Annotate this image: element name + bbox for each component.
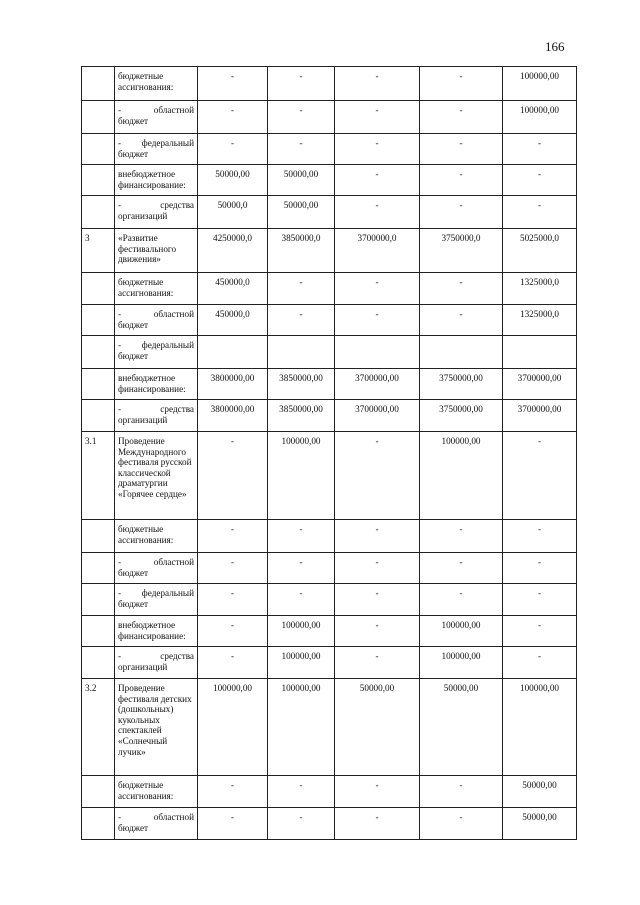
value-cell: - xyxy=(420,101,503,134)
value-cell: 450000,0 xyxy=(198,305,268,336)
row-number xyxy=(82,101,115,134)
value-cell: - xyxy=(268,584,335,616)
table-row xyxy=(82,776,577,808)
row-name-text: - областной бюджет xyxy=(118,557,194,578)
value-cell: 100000,00 xyxy=(503,679,577,776)
value-cell: - xyxy=(335,67,420,101)
value-cell: 100000,00 xyxy=(268,616,335,647)
row-name xyxy=(115,134,198,165)
row-number xyxy=(82,776,115,808)
row-name-text: бюджетные ассигнования: xyxy=(118,524,174,545)
value-cell: - xyxy=(198,616,268,647)
table-row xyxy=(82,553,577,584)
budget-table-body xyxy=(82,67,577,840)
row-name xyxy=(115,196,198,229)
value-cell: 50000,00 xyxy=(335,679,420,776)
row-name xyxy=(115,520,198,553)
value-cell: - xyxy=(420,553,503,584)
value-cell: - xyxy=(198,520,268,553)
row-name xyxy=(115,165,198,196)
row-name-text: бюджетные ассигнования: xyxy=(118,780,174,801)
value-cell: 4250000,0 xyxy=(198,229,268,273)
row-name-text: - федеральный бюджет xyxy=(118,138,194,159)
value-cell: 50000,00 xyxy=(420,679,503,776)
table-row xyxy=(82,808,577,840)
value-cell: 3750000,00 xyxy=(420,400,503,432)
value-cell: - xyxy=(198,647,268,679)
value-cell: - xyxy=(268,305,335,336)
value-cell: - xyxy=(503,165,577,196)
value-cell: - xyxy=(420,165,503,196)
value-cell: - xyxy=(335,616,420,647)
row-name-text: Проведение фестиваля детских (дошкольных) кукольных спектаклей «Солнечный лучик» xyxy=(118,683,192,757)
table-row xyxy=(82,165,577,196)
row-name-text: внебюджетное финансирование: xyxy=(118,169,186,190)
row-number xyxy=(82,273,115,305)
row-number: 3 xyxy=(82,229,115,273)
value-cell: 50000,00 xyxy=(268,196,335,229)
row-name xyxy=(115,369,198,400)
value-cell: 5025000,0 xyxy=(503,229,577,273)
value-cell: - xyxy=(198,134,268,165)
row-name-text: «Развитие фестивального движения» xyxy=(118,233,177,265)
row-name-text: бюджетные ассигнования: xyxy=(118,277,174,298)
value-cell: - xyxy=(420,67,503,101)
value-cell: - xyxy=(503,553,577,584)
row-name-text: Проведение Международного фестиваля русской классической драматургии «Горячее сердце» xyxy=(118,436,192,499)
value-cell: 100000,00 xyxy=(268,432,335,520)
table-row xyxy=(82,196,577,229)
value-cell: - xyxy=(198,808,268,840)
value-cell: - xyxy=(198,584,268,616)
row-name-text: - федеральный бюджет xyxy=(118,588,194,609)
row-name-text: - областной бюджет xyxy=(118,105,194,126)
value-cell: - xyxy=(198,553,268,584)
value-cell: 100000,00 xyxy=(420,647,503,679)
value-cell: - xyxy=(268,67,335,101)
row-name-text: - федеральный бюджет xyxy=(118,340,194,361)
row-number xyxy=(82,369,115,400)
value-cell: - xyxy=(335,584,420,616)
row-name xyxy=(115,67,198,101)
value-cell: 3850000,00 xyxy=(268,369,335,400)
value-cell: - xyxy=(335,520,420,553)
value-cell: - xyxy=(420,520,503,553)
value-cell: 3750000,00 xyxy=(420,369,503,400)
table-row xyxy=(82,229,577,273)
row-name-text: бюджетные ассигнования: xyxy=(118,71,174,92)
value-cell: 3800000,00 xyxy=(198,400,268,432)
value-cell: - xyxy=(268,520,335,553)
value-cell: - xyxy=(198,432,268,520)
row-number xyxy=(82,520,115,553)
row-name xyxy=(115,273,198,305)
row-number xyxy=(82,553,115,584)
value-cell: - xyxy=(268,808,335,840)
table-row xyxy=(82,616,577,647)
row-name xyxy=(115,432,198,520)
row-number xyxy=(82,165,115,196)
value-cell: - xyxy=(420,134,503,165)
row-name xyxy=(115,808,198,840)
value-cell: - xyxy=(198,776,268,808)
table-row xyxy=(82,336,577,369)
value-cell: - xyxy=(420,196,503,229)
value-cell: - xyxy=(503,432,577,520)
row-name-text: - средства организаций xyxy=(118,404,194,425)
row-number xyxy=(82,584,115,616)
row-number xyxy=(82,808,115,840)
value-cell: 3800000,00 xyxy=(198,369,268,400)
value-cell: - xyxy=(503,616,577,647)
value-cell: - xyxy=(335,432,420,520)
row-number xyxy=(82,616,115,647)
row-name-text: внебюджетное финансирование: xyxy=(118,620,186,641)
table-row xyxy=(82,432,577,520)
value-cell: 100000,00 xyxy=(503,101,577,134)
value-cell: - xyxy=(198,67,268,101)
value-cell: 100000,00 xyxy=(420,432,503,520)
row-name-text: - средства организаций xyxy=(118,651,194,672)
row-number xyxy=(82,67,115,101)
value-cell: - xyxy=(420,808,503,840)
row-number xyxy=(82,305,115,336)
row-name xyxy=(115,400,198,432)
value-cell xyxy=(268,336,335,369)
row-name xyxy=(115,647,198,679)
value-cell: - xyxy=(420,273,503,305)
value-cell: 1325000,0 xyxy=(503,305,577,336)
value-cell: 3700000,00 xyxy=(335,400,420,432)
value-cell: - xyxy=(335,305,420,336)
table-row xyxy=(82,134,577,165)
value-cell: 100000,00 xyxy=(268,647,335,679)
row-name-text: внебюджетное финансирование: xyxy=(118,373,186,394)
row-number xyxy=(82,400,115,432)
value-cell: - xyxy=(268,134,335,165)
value-cell: 100000,00 xyxy=(198,679,268,776)
row-number: 3.2 xyxy=(82,679,115,776)
value-cell: - xyxy=(420,776,503,808)
row-name-text: - средства организаций xyxy=(118,200,194,221)
page-number: 166 xyxy=(545,39,565,54)
row-name xyxy=(115,101,198,134)
table-row xyxy=(82,369,577,400)
table-row xyxy=(82,584,577,616)
value-cell: 50000,00 xyxy=(503,808,577,840)
table-row xyxy=(82,67,577,101)
value-cell: 3700000,00 xyxy=(503,400,577,432)
value-cell: 50000,00 xyxy=(503,776,577,808)
value-cell: 50000,00 xyxy=(268,165,335,196)
value-cell: - xyxy=(503,196,577,229)
value-cell: - xyxy=(503,134,577,165)
table-row xyxy=(82,305,577,336)
row-name xyxy=(115,584,198,616)
value-cell xyxy=(198,336,268,369)
value-cell: 1325000,0 xyxy=(503,273,577,305)
budget-table xyxy=(81,66,577,840)
value-cell xyxy=(503,336,577,369)
value-cell: 3700000,0 xyxy=(335,229,420,273)
value-cell: - xyxy=(198,101,268,134)
table-row xyxy=(82,101,577,134)
value-cell: - xyxy=(335,134,420,165)
value-cell: - xyxy=(335,273,420,305)
row-number xyxy=(82,647,115,679)
row-name-text: - областной бюджет xyxy=(118,309,194,330)
value-cell: - xyxy=(335,101,420,134)
row-name xyxy=(115,616,198,647)
value-cell: - xyxy=(268,776,335,808)
table-row xyxy=(82,679,577,776)
value-cell: 50000,00 xyxy=(198,165,268,196)
row-number: 3.1 xyxy=(82,432,115,520)
row-number xyxy=(82,134,115,165)
value-cell: - xyxy=(335,808,420,840)
table-row xyxy=(82,647,577,679)
value-cell xyxy=(335,336,420,369)
value-cell: - xyxy=(335,196,420,229)
value-cell: 100000,00 xyxy=(268,679,335,776)
value-cell: - xyxy=(503,520,577,553)
row-name xyxy=(115,229,198,273)
table-row xyxy=(82,400,577,432)
value-cell: 3750000,0 xyxy=(420,229,503,273)
value-cell: - xyxy=(503,647,577,679)
row-name xyxy=(115,305,198,336)
value-cell: - xyxy=(420,584,503,616)
value-cell: - xyxy=(503,584,577,616)
row-name xyxy=(115,336,198,369)
value-cell: - xyxy=(420,305,503,336)
value-cell: 3850000,00 xyxy=(268,400,335,432)
value-cell: 450000,0 xyxy=(198,273,268,305)
value-cell: - xyxy=(335,776,420,808)
value-cell: 100000,00 xyxy=(420,616,503,647)
value-cell: - xyxy=(268,553,335,584)
value-cell: 3850000,0 xyxy=(268,229,335,273)
row-name xyxy=(115,776,198,808)
table-row xyxy=(82,520,577,553)
value-cell: - xyxy=(268,101,335,134)
row-name xyxy=(115,553,198,584)
value-cell: 3700000,00 xyxy=(335,369,420,400)
value-cell xyxy=(420,336,503,369)
value-cell: 50000,0 xyxy=(198,196,268,229)
value-cell: - xyxy=(268,273,335,305)
row-number xyxy=(82,196,115,229)
row-number xyxy=(82,336,115,369)
value-cell: 100000,00 xyxy=(503,67,577,101)
table-row xyxy=(82,273,577,305)
row-name-text: - областной бюджет xyxy=(118,812,194,833)
row-name xyxy=(115,679,198,776)
value-cell: - xyxy=(335,165,420,196)
value-cell: - xyxy=(335,553,420,584)
value-cell: - xyxy=(335,647,420,679)
value-cell: 3700000,00 xyxy=(503,369,577,400)
